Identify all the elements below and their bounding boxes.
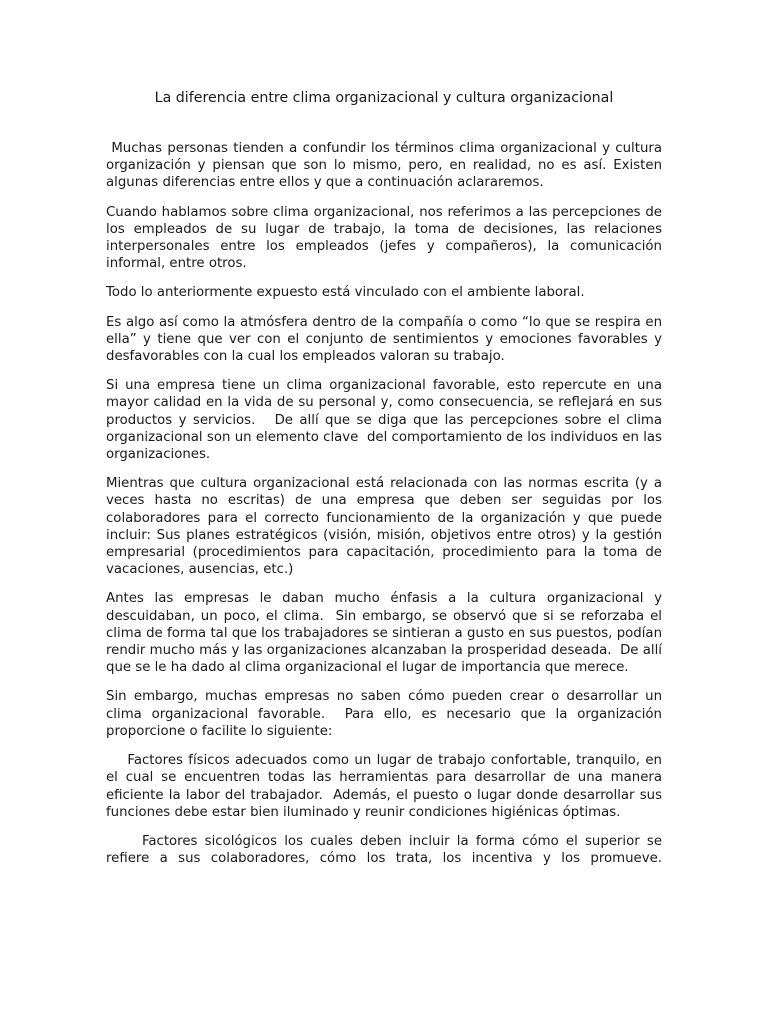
paragraph-factores-sicologicos: Factores sicológicos los cuales deben incluir la forma cómo el superior se refiere a sus colaboradores, cómo los trata, los incentiva y los promueve.	[106, 833, 667, 867]
document-body	[106, 140, 667, 879]
paragraph-clima-definition: Cuando hablamos sobre clima organizacional, nos referimos a las percepciones de los empleados de su lugar de trabajo, la toma de decisiones, las relaciones interpersonales entre los empleados (jefes y compañeros), la comunicación informal, entre otros.	[106, 204, 667, 272]
document-title: La diferencia entre clima organizacional y cultura organizacional	[154, 90, 614, 106]
paragraph-enfasis: Antes las empresas le daban mucho énfasis a la cultura organizacional y descuidaban, un poco, el clima. Sin embargo, se observó que si se reforzaba el clima de forma tal que los trabajadores se sintieran a gusto en sus puestos, podían rendir mucho más y las organizaciones alcanzaban la prosperidad deseada. De allí que se le ha dado al clima organizacional el lugar de importancia que merece.	[106, 591, 667, 676]
paragraph-atmosfera: Es algo así como la atmósfera dentro de la compañía o como “lo que se respira en ella” y tiene que ver con el conjunto de sentimientos y emociones favorables y desfavorables con la cual los empleados valoran su trabajo.	[106, 314, 667, 365]
paragraph-cultura-definition: Mientras que cultura organizacional está relacionada con las normas escrita (y a veces hasta no escritas) de una empresa que deben ser seguidas por los colaboradores para el correcto funcionamiento de la organización y que puede incluir: Sus planes estratégicos (visión, misión, objetivos entre otros) y la gestión empresarial (procedimientos para capacitación, procedimiento para la toma de vacaciones, ausencias, etc.)	[106, 476, 667, 578]
paragraph-ambiente-laboral: Todo lo anteriormente expuesto está vinculado con el ambiente laboral.	[106, 285, 585, 301]
paragraph-clima-favorable: Si una empresa tiene un clima organizacional favorable, esto repercute en una mayor calidad en la vida de su personal y, como consecuencia, se reflejará en sus productos y servicios. De allí que se diga que las percepciones sobre el clima organizacional son un elemento clave del comportamiento de los individuos en las organizaciones.	[106, 378, 667, 463]
paragraph-como-crear: Sin embargo, muchas empresas no saben cómo pueden crear o desarrollar un clima organizacional favorable. Para ello, es necesario que la organización proporcione o facilite lo siguiente:	[106, 689, 667, 739]
paragraph-intro: Muchas personas tienden a confundir los términos clima organizacional y cultura organización y piensan que son lo mismo, pero, en realidad, no es así. Existen algunas diferencias entre ellos y que a continuación aclararemos.	[106, 141, 667, 191]
paragraph-factores-fisicos: Factores físicos adecuados como un lugar de trabajo confortable, tranquilo, en el cual se encuentren todas las herramientas para desarrollar de una manera eficiente la labor del trabajador. Además, el puesto o lugar donde desarrollar sus funciones debe estar bien iluminado y reunir condiciones higiénicas óptimas.	[106, 753, 667, 820]
